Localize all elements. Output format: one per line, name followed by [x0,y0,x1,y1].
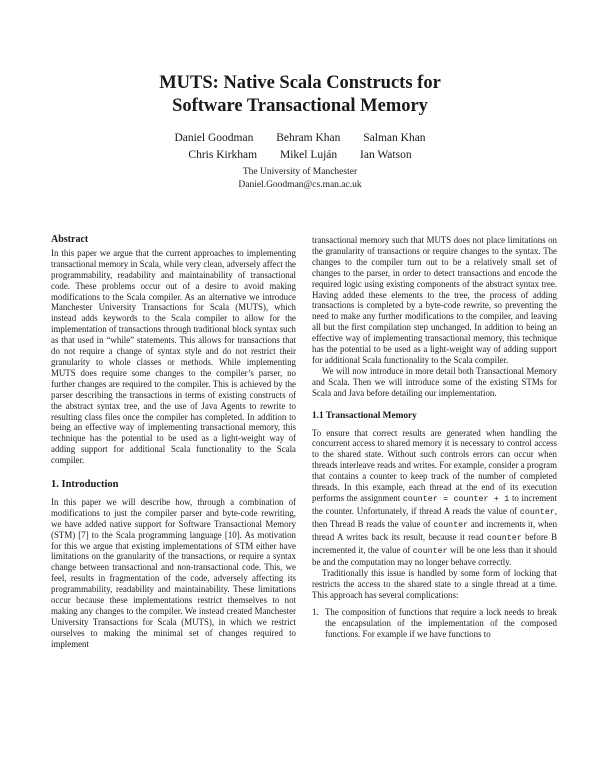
list-number: 1. [312,607,319,618]
intro-paragraph-continued: transactional memory such that MUTS does not place limitations on the granularity of transactions or require changes to the syntax. The changes to the compiler turn out to be a relatively small set of changes to the parser, in order to detect transactions and encode the required logic using existing components of the abstract syntax tree. Having added these elements to the tree, the process of adding transactions is completed by a byte-code rewrite, so preventing the need to make any further modifications to the compiler, and leaving all but the first compilation step unchanged. In addition to being an effective way of implementing transactional memory, this technique has the potential to be used as a light-weight way of adding support for additional Scala functionality to the Scala compiler. [312,235,557,365]
list-text: The composition of functions that require a lock needs to break the encapsulation of the implementation of the composed functions. For example if we have functions to [325,607,557,639]
author-list [0,130,600,164]
tm-text: To ensure that correct results are generated when handling the concurrent access to shared memory it is necessary to control access to the shared state. Without such controls errors can occur when threads interleave reads and writes. For example, consider a program that contains a counter to keep track of the number of completed threads. In this example, each thread at the end of its execution performs the assignment [312,427,557,503]
code-snippet: counter [412,546,448,556]
author-row-1 [0,130,600,147]
tm-text: , then Thread B reads the value of [312,505,557,529]
introduction-heading: 1. Introduction [51,479,119,491]
right-column [312,235,557,640]
author-name: Salman Khan [363,132,426,144]
affiliation: The University of Manchester [242,167,358,177]
tm-text: before B incremented it, the value of [312,531,557,555]
author-name: Chris Kirkham [188,149,258,161]
subsection-heading: 1.1 Transactional Memory [312,410,417,421]
author-name: Mikel Luján [279,149,338,161]
tm-text: will be one less than it should be and the computation may no longer behave correctly. [312,544,557,568]
code-snippet: counter [486,533,522,543]
tm-paragraph-1 [312,428,557,569]
code-snippet: counter = counter + 1 [402,494,510,504]
tm-text: to increment the counter. Unfortunately, if thread A reads the value of [312,492,558,516]
title-line-2: Software Transactional Memory [172,96,428,116]
abstract-text: In this paper we argue that the current approaches to implementing transactional memory in Scala, while very clean, adversely affect the programmability, readability and maintainability of transactional code. These problems occur out of a desire to avoid making modifications to the Scala compiler. As an alternative we introduce Manchester University Transactions for Scala (MUTS), which instead adds keywords to the Scala compiler to allow for the implementation of transactions through traditional block syntax such as that used in “while” statements. This allows for transactions that do not require a change of syntax style and do not restrict their granularity to whole classes or methods. While implementing MUTS does require some changes to the compiler’s parser, no further changes are required to the compiler. This is achieved by the parser describing the transactions in terms of existing constructs of the abstract syntax tree, and the use of Java Agents to rewrite to resulting class files once the compiler has completed. In addition to being an effective way of implementing transactional memory, this technique has the potential to be used as a light-weight way of adding support for additional Scala functionality to the Scala compiler. [51,247,296,466]
paper-title [0,72,600,118]
code-snippet: counter [433,520,469,530]
affiliation-block [0,166,600,192]
list-item [312,607,557,640]
abstract-heading: Abstract [51,234,89,245]
intro-paragraph-2: We will now introduce in more detail both Transactional Memory and Scala. Then we will introduce some of the existing STMs for Scala and Java before detailing our implementation. [312,365,557,398]
author-name: Behram Khan [276,132,341,144]
author-row-2 [0,147,600,164]
tm-text: and increments it, when thread A writes back its result, because it read [312,518,558,542]
title-line-1: MUTS: Native Scala Constructs for [159,73,441,93]
left-column [51,235,296,650]
contact-email: Daniel.Goodman@cs.man.ac.uk [238,180,362,190]
intro-paragraph: In this paper we will describe how, through a combination of modifications to just the compiler parser and byte-code rewriting, we have added native support for Software Transactional Memory (STM) [7] to the Scala programming language [10]. As motivation for this we argue that existing implementations of STM either have limitations on the granularity of the transactions, or require a syntax change between transactional and non-transactional code. This, we feel, results in fragmentation of the code, adversely affecting its programmability, readability and maintainability. These limitations occur because these implementations restrict themselves to not making any changes to the compiler. We instead created Manchester University Transactions for Scala (MUTS), in which we restrict ourselves to making the minimal set of changes required to implement [51,496,296,649]
author-name: Ian Watson [360,149,412,161]
code-snippet: counter [519,507,555,517]
author-name: Daniel Goodman [174,132,254,144]
tm-paragraph-2: Traditionally this issue is handled by some form of locking that restricts the access to the shared state to a single thread at a time. This approach has several complications: [312,568,557,601]
